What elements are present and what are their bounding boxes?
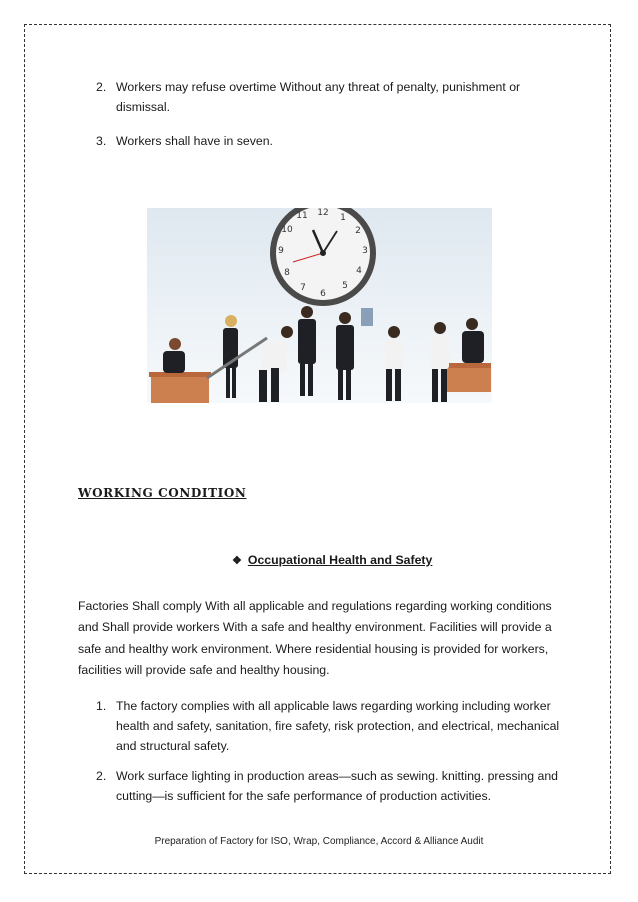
list-item: Work surface lighting in production areas—such as sewing. knitting. pressing and cutting—is sufficient for the safe performance of production activities. xyxy=(116,769,559,803)
svg-text:11: 11 xyxy=(296,211,308,221)
list-number: 2. xyxy=(96,80,107,94)
subheading xyxy=(232,553,432,567)
diamond-bullet-icon: ❖ xyxy=(232,554,242,567)
office-clock-photo xyxy=(147,208,492,403)
list-item: Workers shall have in seven. xyxy=(116,134,273,148)
svg-text:3: 3 xyxy=(362,246,368,256)
svg-text:7: 7 xyxy=(300,283,306,293)
svg-text:2: 2 xyxy=(355,226,361,236)
list-number: 2. xyxy=(96,769,107,783)
section-heading: WORKING CONDITION xyxy=(78,486,247,500)
svg-text:5: 5 xyxy=(342,281,348,291)
svg-text:12: 12 xyxy=(317,208,329,218)
list-number: 1. xyxy=(96,699,107,713)
svg-text:6: 6 xyxy=(320,289,326,299)
list-item: The factory complies with all applicable laws regarding working including worker health and safety, sanitation, fire safety, risk protection, and electrical, mechanical and structural safety. xyxy=(116,699,560,753)
subheading-label: Occupational Health and Safety xyxy=(247,553,433,567)
svg-text:8: 8 xyxy=(284,268,290,278)
list-number: 3. xyxy=(96,134,107,148)
svg-text:10: 10 xyxy=(281,225,293,235)
list-item: Workers may refuse overtime Without any threat of penalty, punishment or dismissal. xyxy=(116,80,521,114)
svg-text:9: 9 xyxy=(278,246,284,256)
svg-text:1: 1 xyxy=(340,213,346,223)
page-footer: Preparation of Factory for ISO, Wrap, Compliance, Accord & Alliance Audit xyxy=(154,836,484,847)
body-paragraph: Factories Shall comply With all applicable and regulations regarding working conditions and Shall provide workers With a safe and healthy environment. Facilities will provide a safe and healthy work environment. Where residential housing is provided for workers, facilities will provide safe and healthy housing. xyxy=(78,599,552,677)
svg-text:4: 4 xyxy=(356,266,362,276)
